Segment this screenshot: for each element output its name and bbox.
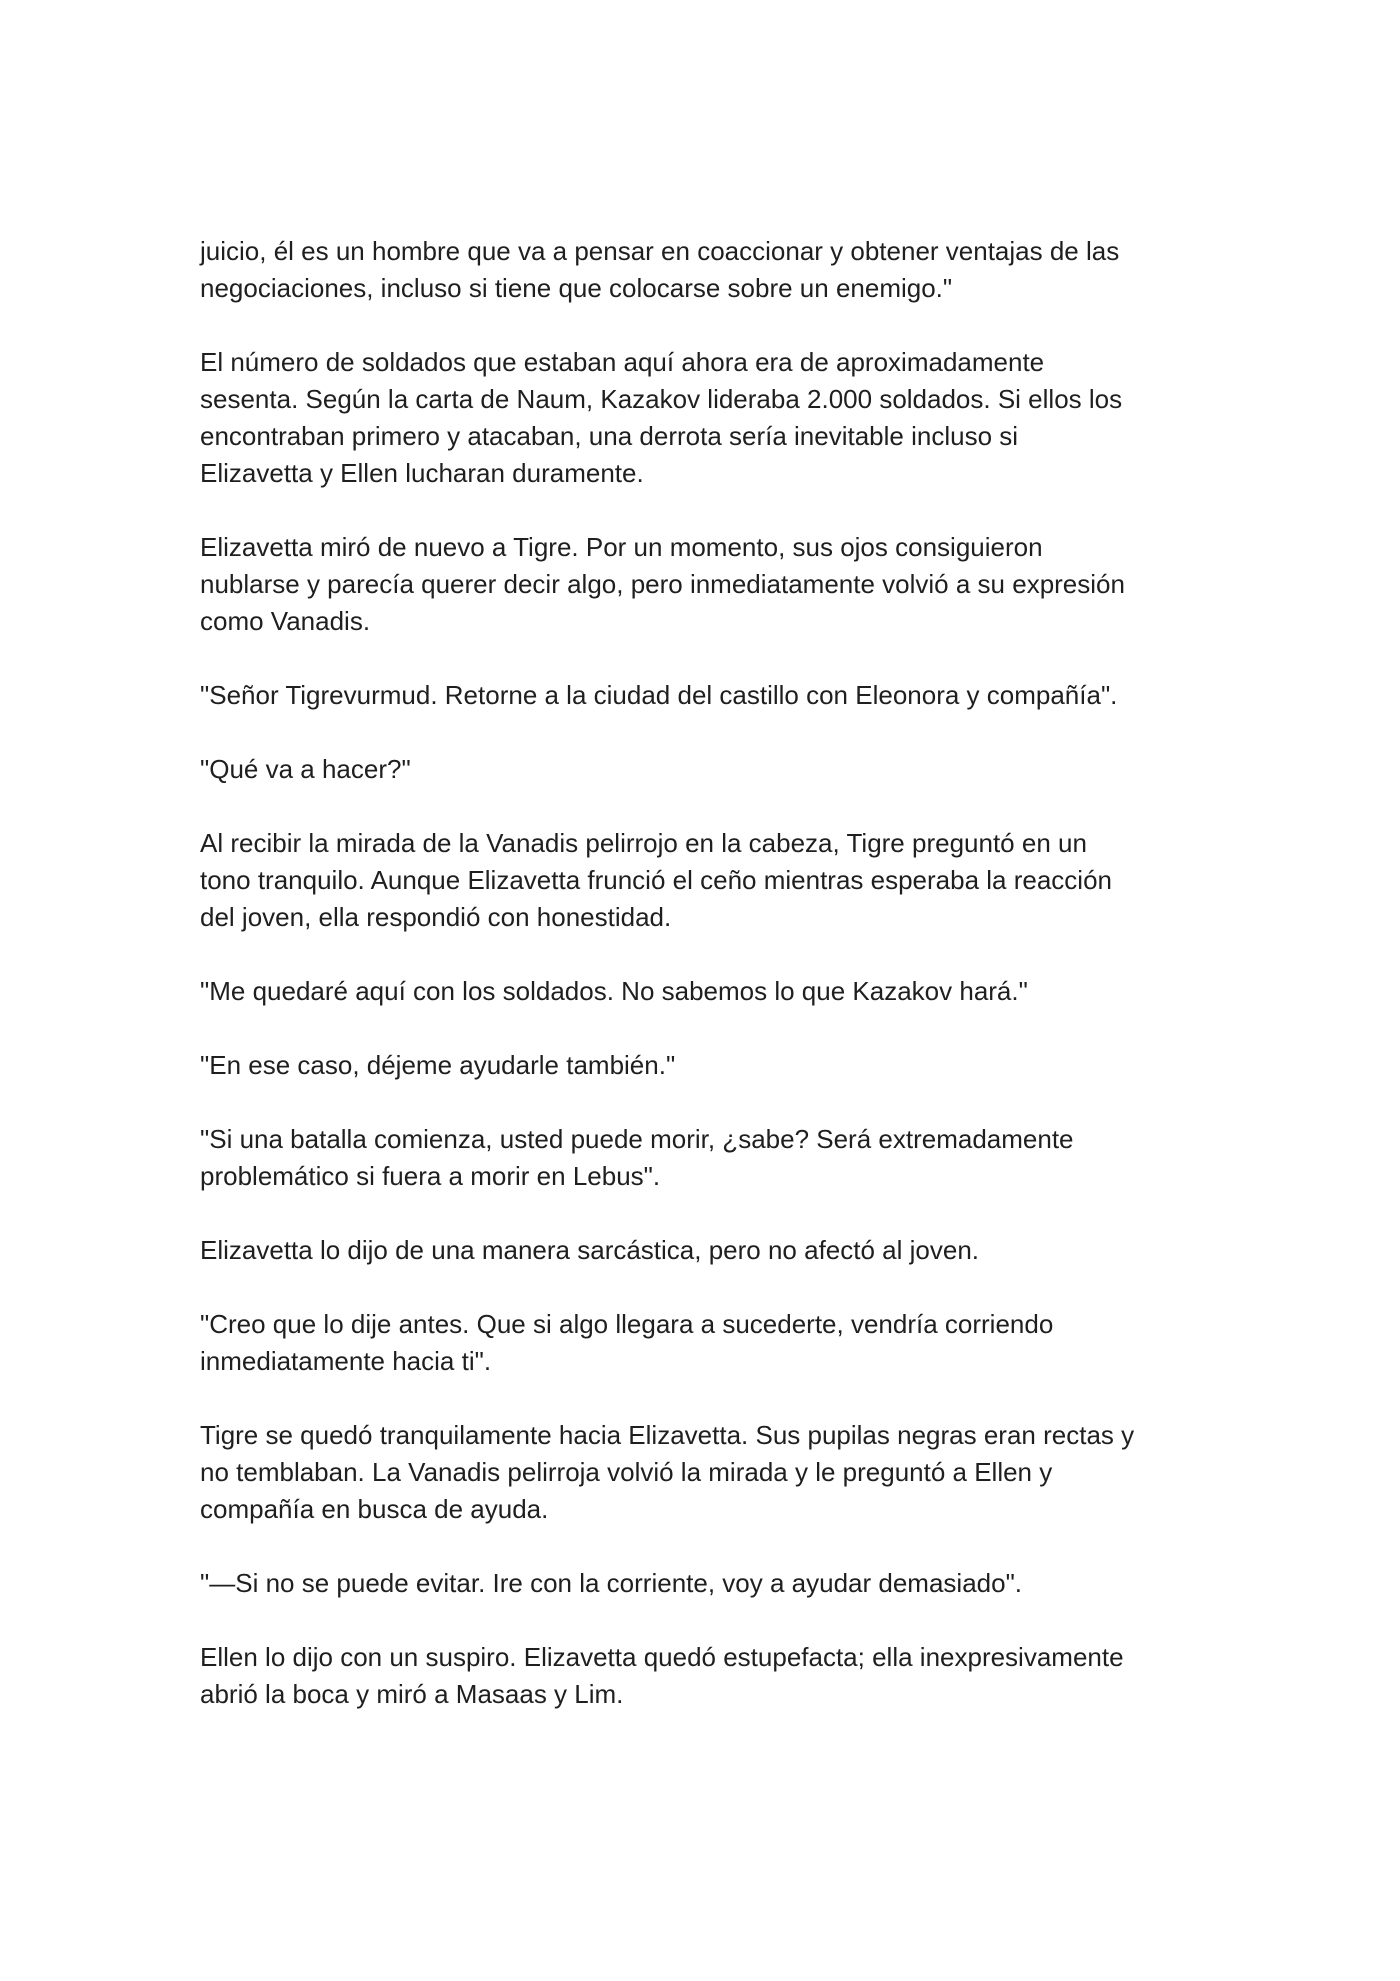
paragraph: El número de soldados que estaban aquí ahora era de aproximadamente sesenta. Según la carta de Naum, Kazakov lideraba 2.000 soldados. Si ellos los encontraban primero y atacaban, una derrota sería inevitable incluso si Elizavetta y Ellen lucharan duramente. (200, 347, 1123, 488)
paragraph: Elizavetta miró de nuevo a Tigre. Por un momento, sus ojos consiguieron nublarse y parecía querer decir algo, pero inmediatamente volvió a su expresión como Vanadis. (200, 532, 1125, 636)
paragraph: "En ese caso, déjeme ayudarle también." (200, 1050, 676, 1080)
paragraph: juicio, él es un hombre que va a pensar en coaccionar y obtener ventajas de las negociaciones, incluso si tiene que colocarse sobre un enemigo." (200, 236, 1120, 303)
document-body (200, 233, 1200, 1713)
paragraph: "Si una batalla comienza, usted puede morir, ¿sabe? Será extremadamente problemático si fuera a morir en Lebus". (200, 1124, 1074, 1191)
paragraph: Elizavetta lo dijo de una manera sarcástica, pero no afectó al joven. (200, 1235, 980, 1265)
paragraph: "Señor Tigrevurmud. Retorne a la ciudad del castillo con Eleonora y compañía". (200, 680, 1118, 710)
paragraph: "Creo que lo dije antes. Que si algo llegara a sucederte, vendría corriendo inmediatamente hacia ti". (200, 1309, 1054, 1376)
paragraph: "Me quedaré aquí con los soldados. No sabemos lo que Kazakov hará." (200, 976, 1028, 1006)
paragraph: "—Si no se puede evitar. Ire con la corriente, voy a ayudar demasiado". (200, 1568, 1023, 1598)
paragraph: "Qué va a hacer?" (200, 754, 411, 784)
paragraph: Al recibir la mirada de la Vanadis pelirrojo en la cabeza, Tigre preguntó en un tono tranquilo. Aunque Elizavetta frunció el ceño mientras esperaba la reacción del joven, ella respondió con honestidad. (200, 828, 1113, 932)
paragraph: Ellen lo dijo con un suspiro. Elizavetta quedó estupefacta; ella inexpresivamente abrió la boca y miró a Masaas y Lim. (200, 1642, 1124, 1709)
paragraph: Tigre se quedó tranquilamente hacia Elizavetta. Sus pupilas negras eran rectas y no temblaban. La Vanadis pelirroja volvió la mirada y le preguntó a Ellen y compañía en busca de ayuda. (200, 1420, 1135, 1524)
